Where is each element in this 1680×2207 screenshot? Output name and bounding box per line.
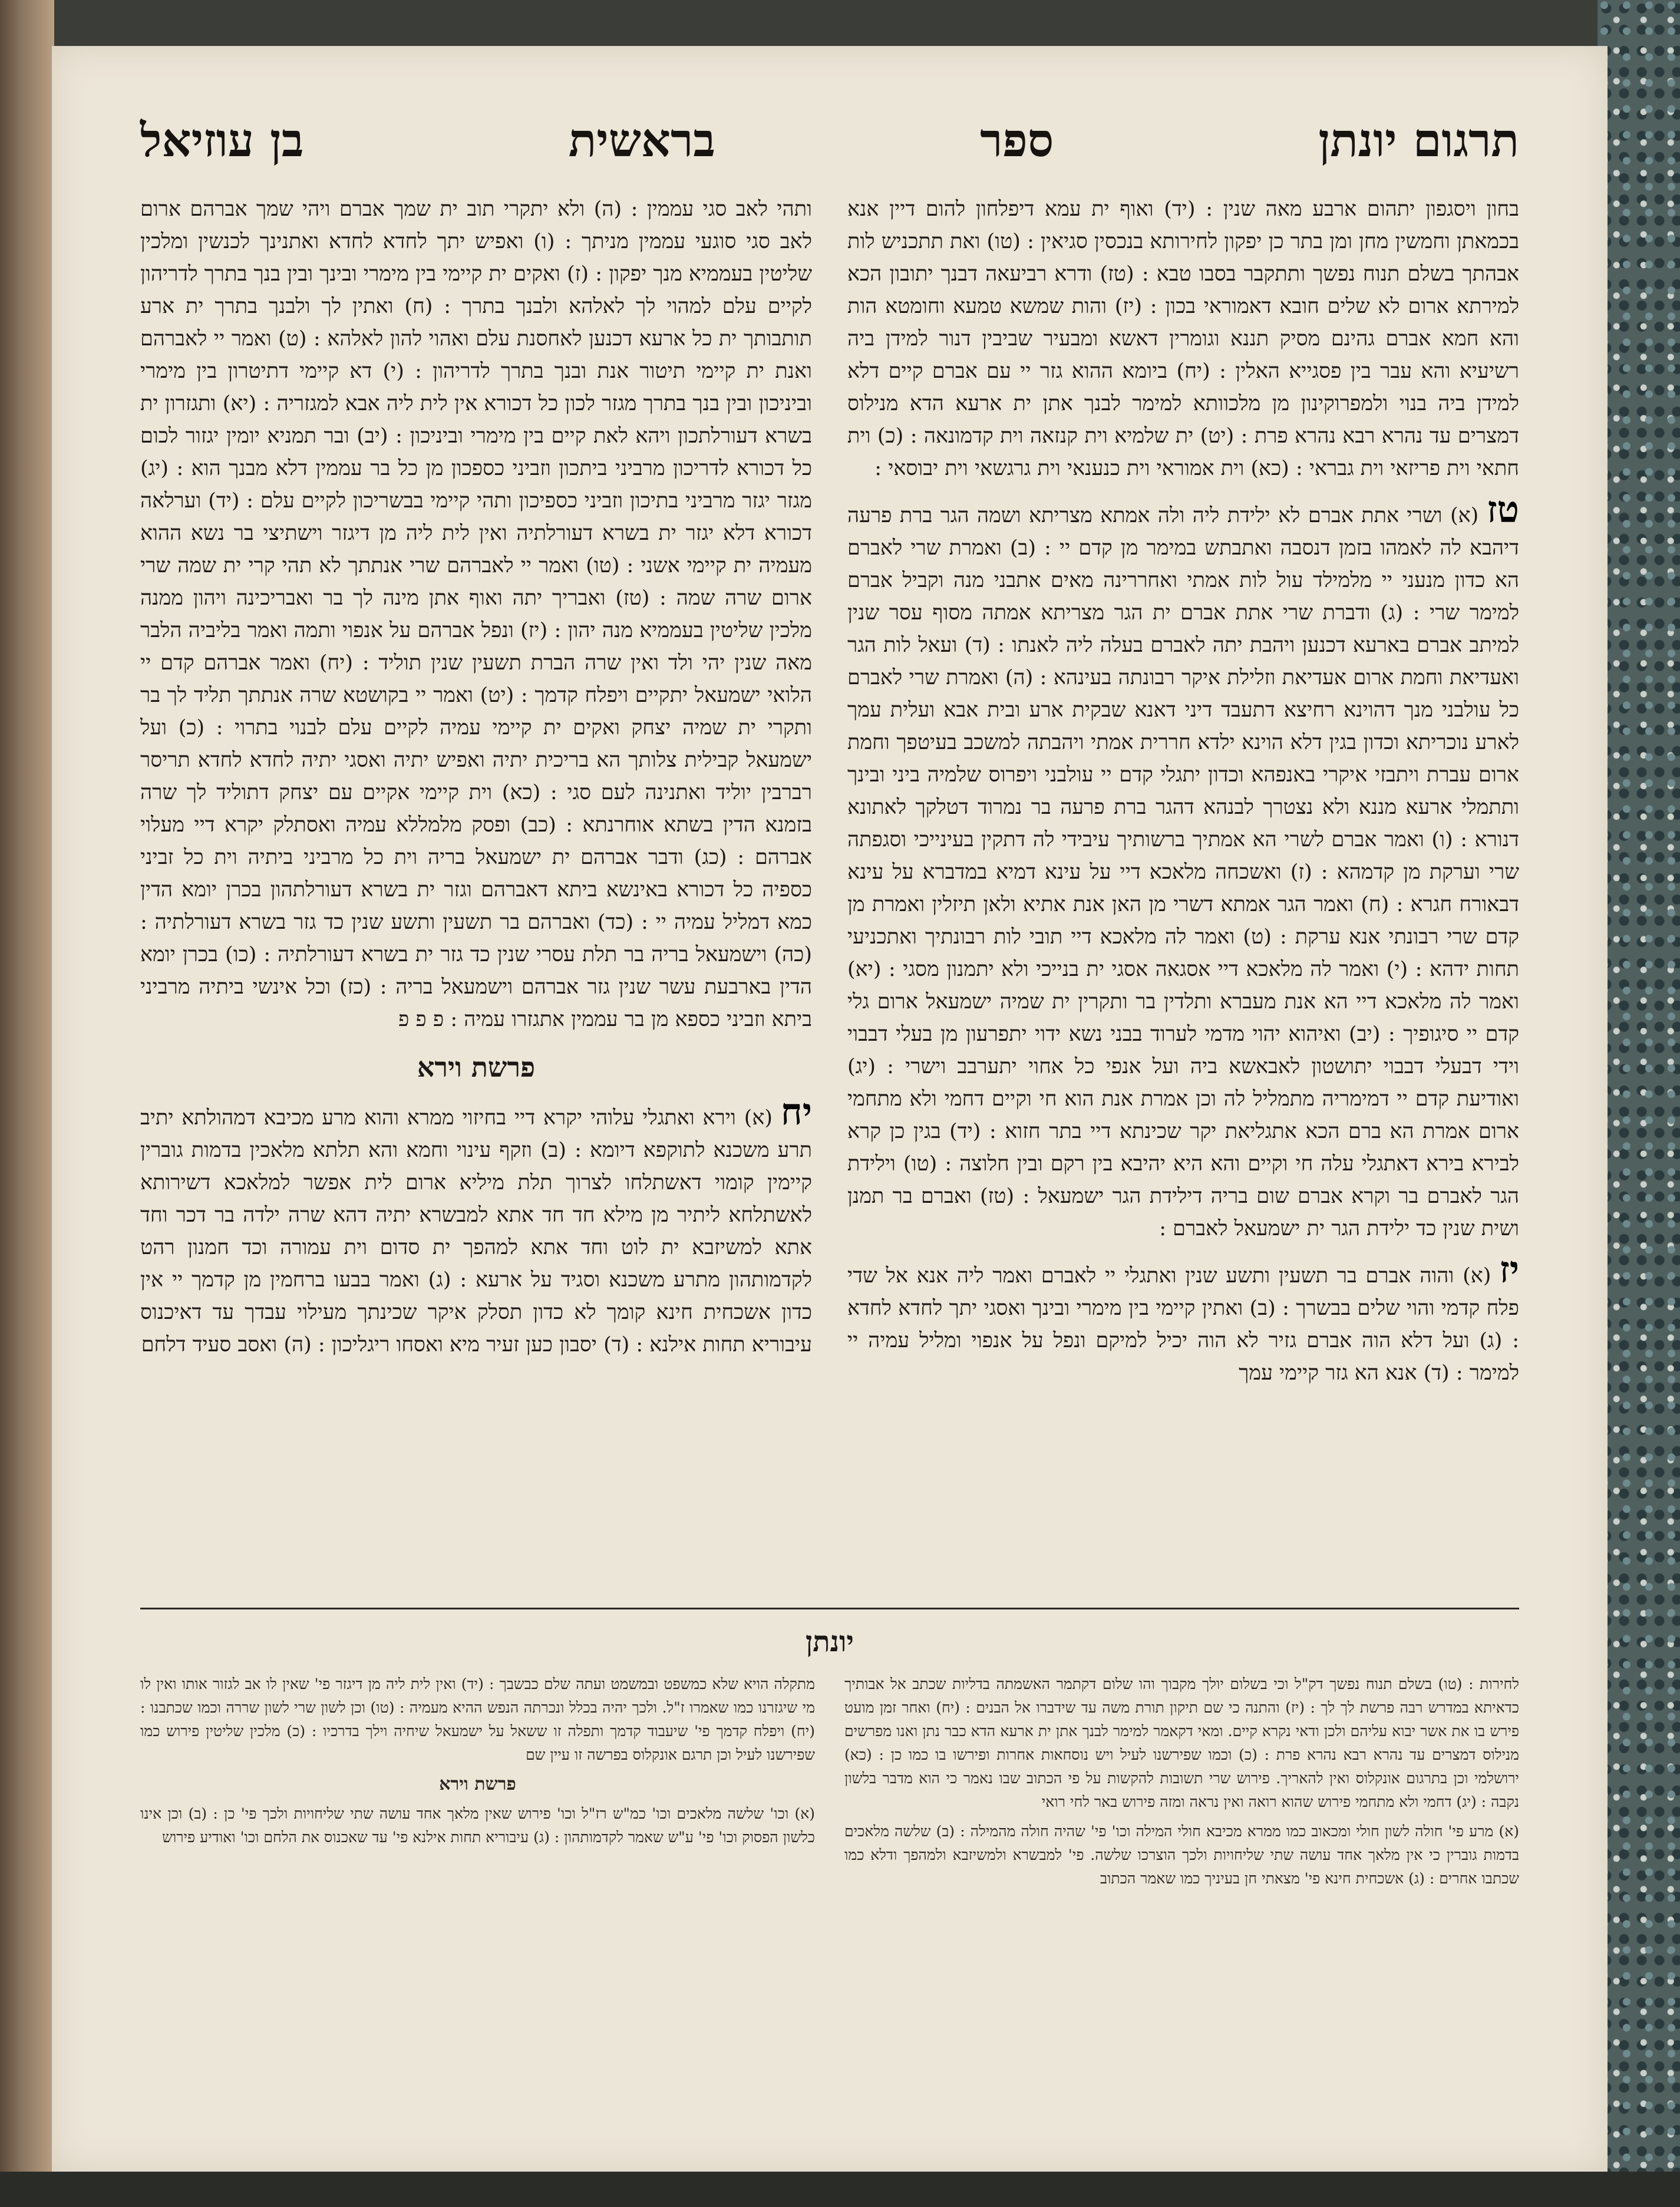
commentary-parasha-heading: פרשת וירא: [439, 1774, 516, 1794]
chapter-18-text: (א) וירא ואתגלי עלוהי יקרא דיי בחיזוי ממרא והוא מרע מכיבא דמהולתא יתיב תרע משכנא לתוקפא דיומא : (ב) וזקף עינוי וחמא והא תלתא מלאכין בדמות גוברין קיימין קומוי דאשתלחו לצרוך תלת מיליא ארום לית אפשר למלאכא דשירותא לאשתלחא ליתיר מן מילא חד חד אתא למבשרא יתיה דהא שרה ילדה בר דכר וחד אתא למשיזבא ית לוט וחד אתא למהפך ית סדום וית עמורה וכד חמנון רהט לקדמותהון מתרע משכנא וסגיד על ארעא : (ג) ואמר בבעו ברחמין מן קדמך יי אין כדון אשכחית חינא קומך לא כדון תסלק איקר שכינתך מעילוי עבדך עד דאיכנוס עיבוריא תחות אילנא : (ד) יסבון כען זעיר מיא ואסחו ריגליכון : (ה) ואסב סעיד דלחם: [140, 1106, 812, 1357]
book-cover-right: [1598, 0, 1680, 2207]
header-sefer: ספר: [980, 113, 1054, 167]
chapter-17-text: (א) והוה אברם בר תשעין ותשע שנין ואתגלי יי לאברם ואמר ליה אנא אל שדי פלח קדמי והוי שלים בבשרך : (ב) ואתין קיימי בין מימרי ובינך ואסגי יתך לחדא לחדא : (ג) ועל דלא הוה אברם גזיר לא הוה יכיל למיקם ונפל על אנפוי ומליל עמיה יי למימר : (ד) אנא הא גזר קיימי עמך: [847, 1264, 1519, 1385]
chapter-number-16: טז: [1487, 488, 1519, 531]
header-targum-yonatan: תרגום יונתן: [1318, 113, 1519, 167]
paragraph-gen-17-cont: ותהי לאב סגי עממין : (ה) ולא יתקרי תוב ית שמך אברם ויהי שמך אברהם ארום לאב סגי סוגעי עממין מניתך : (ו) ואפיש יתך לחדא לחדא ואתנינך לכנשין ומלכין שליטין בעממיא מנך יפקון : (ז) ואקים ית קיימי בין מימרי ובינך ובין בנך בתרך לדריהון לקיים עלם למהוי לך לאלהא ולבנך בתרך : (ח) ואתין לך ולבנך בתרך ית ארע תותבותך ית כל ארעא דכנען לאחסנת עלם ואהוי להון לאלהא : (ט) ואמר יי לאברהם ואנת ית קיימי תיטור אנת ובנך בתרך לדריהון : (י) דא קיימי דתיטרון בין מימרי וביניכון ובין בנך בתרך מגזר לכון כל דכורא אין לית ליה אבא למגזריה : (יא) ותגזרון ית בשרא דעורלתכון ויהא לאת קיים בין מימרי וביניכון : (יב) ובר תמניא יומין יגזור לכום כל דכורא לדריכון מרביני ביתכון וזביני כספכון מן כל בר עממין דלא מבנך הוא : (יג) מגזר יגזר מרביני בתיכון וזביני כספיכון ותהי קיימי בבשריכון לקיים עלם : (יד) וערלאה דכורא דלא יגזר ית בשרא דעורלתיה ואין לית ליה מן דיגזר וישתיצי בר נשא ההוא מעמיה ית קיימי אשני : (טו) ואמר יי לאברהם שרי אנתתך לא תהי קרי ית שמה שרי ארום שרה שמה : (טז) ואבריך יתה ואוף אתן מינה לך בר ואבריכינה ויהון ממנה מלכין שליטין בעממיא מנה יהון : (יז) ונפל אברהם על אנפוי ותמה ואמר בליביה הלבר מאה שנין יהי ולד ואין שרה הברת תשעין שנין תוליד : (יח) ואמר אברהם קדם יי הלואי ישמעאל יתקיים ויפלח קדמך : (יט) ואמר יי בקושטא שרה אנתתך תליד לך בר ותקרי ית שמיה יצחק ואקים ית קיימי עמיה לקיים עלם לבנוי בתרוי : (כ) ועל ישמעאל קבילית צלותך הא בריכית יתיה ואפיש יתיה ואסגי יתיה לחדא לחדא תריסר רברבין יוליד ואתנינה לעם סגי : (כא) וית קיימי אקיים עם יצחק דתוליד לך שרה בזמנא הדין בשתא אוחרנתא : (כב) ופסק מלמללא עמיה ואסתלק יקרא דיי מעלוי אברהם : (כג) ודבר אברהם ית ישמעאל בריה וית כל מרביני ביתיה וית כל זביני כספיה כל דכורא באינשא ביתא דאברהם וגזר ית בשרא דעורלתהון בכרן יומא הדין כמא דמליל עמיה יי : (כד) ואברהם בר תשעין ותשע שנין כד גזר בשרא דעורלתיה : (כה) וישמעאל בריה בר תלת עסרי שנין כד גזר ית בשרא דעורלתיה : (כו) בכרן יומא הדין בארבעת עשר שנין גזר אברהם וישמעאל בריה : (כז) וכל אינשי ביתיה מרביני ביתא וזביני כספא מן בר עממין אתגזרו עמיה : פ פ פ: [140, 197, 812, 1031]
commentary-right-text-2: (א) מרע פי' חולה לשון חולי ומכאוב כמו ממרא מכיבא חולי המילה וכו' פי' שהיה חולה מהמילה : (ב) שלשה מלאכים בדמות גוברין כי אין מלאך אחד עושה שתי שליחויות ולכך הוצרכו שלשה. פי' למבשרא ולמשיזבא ולמהפך ודלא כמו שכתבו אחרים : (ג) אשכחית חינא פי' מצאתי חן בעיניך כמו שאמר הכתוב: [844, 1823, 1519, 1887]
header-ben-uziel: בן עוזיאל: [140, 113, 304, 167]
header-bereshit: בראשית: [568, 113, 715, 167]
paragraph-gen-16: [847, 488, 1519, 1245]
parasha-heading: פרשת וירא: [417, 1051, 536, 1083]
commentary-left-text: מתקלה הויא שלא כמשפט ובמשמט ועתה שלם כבשבך : (יד) ואין לית ליה מן דיגזר פי' שאין לו אב לגזור אותו ואין לו מי שיגזרנו כמו שאמרו ז"ל. ולכך יהיה בכלל ונכרתה הנפש ההיא מעמיה : (טו) וכן לשון שרי לשון שררה וכמו שכתבנו : (יח) ויפלח קדמך פי' שיעבוד קדמך ותפלה זו ששאל על ישמעאל שיחיה וילך בדרכיו : (כ) מלכין שליטין פירוש כמו שפירשנו לעיל וכן תרגם אונקלוס בפרשה זו עיין שם: [140, 1675, 815, 1763]
paragraph-gen-18: [140, 1090, 812, 1361]
book-page: [52, 46, 1608, 2172]
commentary-right-text: לחירות : (טו) בשלם תנוח נפשך דק"ל וכי בשלום יולך מקבוך והו שלום דקתמר האשמתה בדליות שכתב אל אבותיך כדאיתא במדרש רבה פרשת לך לך : (יז) והתנה כי שם תיקון תורת משה עד שידברו אל הבנים : (יח) ואחר זמן מועט פירש בו את אשר יבוא עליהם ולכן ודאי נקרא קיים. ומאי דקאמר למימר לבנך אתן ית ארעא הדא כבר נתן ואנו מפרשים מנילוס דמצרים עד נהרא רבא נהרא פרת : (כ) וכמו שפירשנו לעיל ויש נוסחאות אחרות ופירשו בו כמו כן : (כא) ירושלמי וכן בתרגום אונקלוס ואין להאריך. פירוש שרי תשובות להקשות על פי הכתוב שבו נאמר כי הוא מדבר בלשון נקבה : (יג) דחמי ולא מתחמי פירוש שהוא רואה ואין נראה ומזה פירוש באר לחי רואי: [844, 1675, 1519, 1810]
paragraph-gen-17: [847, 1248, 1519, 1390]
right-text-column: [847, 193, 1519, 1608]
left-text-column: [140, 193, 812, 1608]
commentary-divider: [140, 1608, 1519, 1609]
commentary-columns: [140, 1672, 1519, 2097]
chapter-number-18: יח: [781, 1090, 812, 1133]
commentary-left-text-2: (א) וכו' שלשה מלאכים וכו' כמ"ש רז"ל וכו' פירוש שאין מלאך אחד עושה שתי שליחויות ולכך פי' כן : (ב) וכן אינו כלשון הפסוק וכו' פי' ע"ש שאמר לקדמותהון : (ג) עיבוריא תחות אילנא פי' עד שאכנוס את הלחם וכו' ואודיע פירוש: [140, 1805, 815, 1846]
commentary-left-column: [140, 1672, 815, 2097]
main-text-columns: [140, 193, 1519, 1608]
chapter-16-text: (א) ושרי אתת אברם לא ילידת ליה ולה אמתא מצריתא ושמה הגר ברת פרעה דיהבא לה לאמהו בזמן דנסבה ואתבתש במימר מן קדם יי : (ב) ואמרת שרי לאברם הא כדון מנעני יי מלמילד עול לות אמתי ואחררינה מאים אתבני מנה וקביל אברם למימר שרי : (ג) ודברת שרי אתת אברם ית הגר מצריתא אמתה מסוף עסר שנין למיתב אברם בארעא דכנען ויהבת יתה לאברם בעלה ליה לאנתו : (ד) ועאל לות הגר ואעדיאת וחמת ארום אעדיאת וזלילת איקר רבונתה בעינהא : (ה) ואמרת שרי לאברם כל עולבני מנך דהוינא רחיצא דתעבד דיני דאנא שבקית ארע ובית אבא ועלית עמך לארע נוכריתא וכדון בגין דלא הוינא ילדא חררית אמתי ויהבתה למשכב בעיטפך וחמת ארום עברת ויתבזי איקרי באנפהא וכדון יתגלי קדם יי עולבני ויפרוס שלמיה ביני ובינך ותתמלי ארעא מננא ולא נצטרך לבנהא דהגר ברת פרעה בר נמרוד דטלקך לאתונא דנורא : (ו) ואמר אברם לשרי הא אמתיך ברשותיך עיבידי לה דתקין בעינייכי וסגפתה שרי וערקת מן קדמהא : (ז) ואשכחה מלאכא דיי על עינא דמיא במדברא על עינא דבאורח חגרא : (ח) ואמר הגר אמתא דשרי מן האן אנת אתיא ולאן תיזלין ואמרת מן קדם שרי רבונתי אנא ערקת : (ט) ואמר לה מלאכא דיי תובי לות רבונתיך ואתכניעי תחות ידהא : (י) ואמר לה מלאכא דיי אסגאה אסגי ית בנייכי ולא יתמנון מסגי : (יא) ואמר לה מלאכא דיי הא אנת מעברא ותלדין בר ותקרין ית שמיה ישמעאל ארום גלי קדם יי סיגופיך : (יב) ואיהוא יהוי מדמי לערוד בבני נשא ידוי יתפרעון מן בעלי דבבוי וידי דבעלי דבבוי יתושטון לאבאשא ביה ועל אנפי כל אחוי יתערבב וישרי : (יג) ואודיעת קדם יי דמימריה מתמליל לה וכן אמרת אנת הוא חי וקיים דחמי ולא מתחמי ארום אמרת הא ברם הכא אתגליאת יקר שכינתא דיי בתר חזוא : (יד) בגין כן קרא לבירא בירא דאתגלי עלה חי וקיים והא היא יהיבא בין רקם ובין חלוצה : (טו) וילידת הגר לאברם בר וקרא אברם שום בריה דילידת הגר ישמעאל : (טז) ואברם בר תמנן ושית שנין כד ילידת הגר ית ישמעאל לאברם :: [847, 504, 1519, 1241]
commentary-right-column: [844, 1672, 1519, 2097]
paragraph-gen-15: בחון ויסגפון יתהום ארבע מאה שנין : (יד) ואוף ית עמא דיפלחון להום דיין אנא בכמאתן וחמשין מחן ומן בתר כן יפקון לחירותא בנכסין סגיאין : (טו) ואת תתכניש לות אבהתך בשלם תנוח נפשך ותתקבר בסבו טבא : (טז) ודרא רביעאה דבנך יתובון הכא למירתא ארום לא שלים חובא דאמוראי בכון : (יז) והות שמשא טמעא וחומטא הות והא חמא אברם גהינם מסיק תננא וגומרין דאשא ומבעיר שביבין דנור למידן ביה רשיעיא והא עבר בין פסגייא האלין : (יח) ביומא ההוא גזר יי עם אברם קיים דלא למידן ביה בנוי ולמפרוקינון מן מלכוותא למימר לבנך אתן ית ארעא הדא מנילוס דמצרים עד נהרא רבא נהרא פרת : (יט) ית שלמיא וית קנזאה וית קדמונאה : (כ) וית חתאי וית פריזאי וית גבראי : (כא) וית אמוראי וית כנענאי וית גרגשאי וית יבוסאי :: [847, 197, 1519, 480]
page-header: [140, 105, 1519, 176]
chapter-number-17: יז: [1499, 1248, 1519, 1291]
book-cover-left: [0, 0, 54, 2207]
book-cover-bottom: [0, 2172, 1680, 2207]
commentary-heading: יונתן: [806, 1625, 854, 1658]
